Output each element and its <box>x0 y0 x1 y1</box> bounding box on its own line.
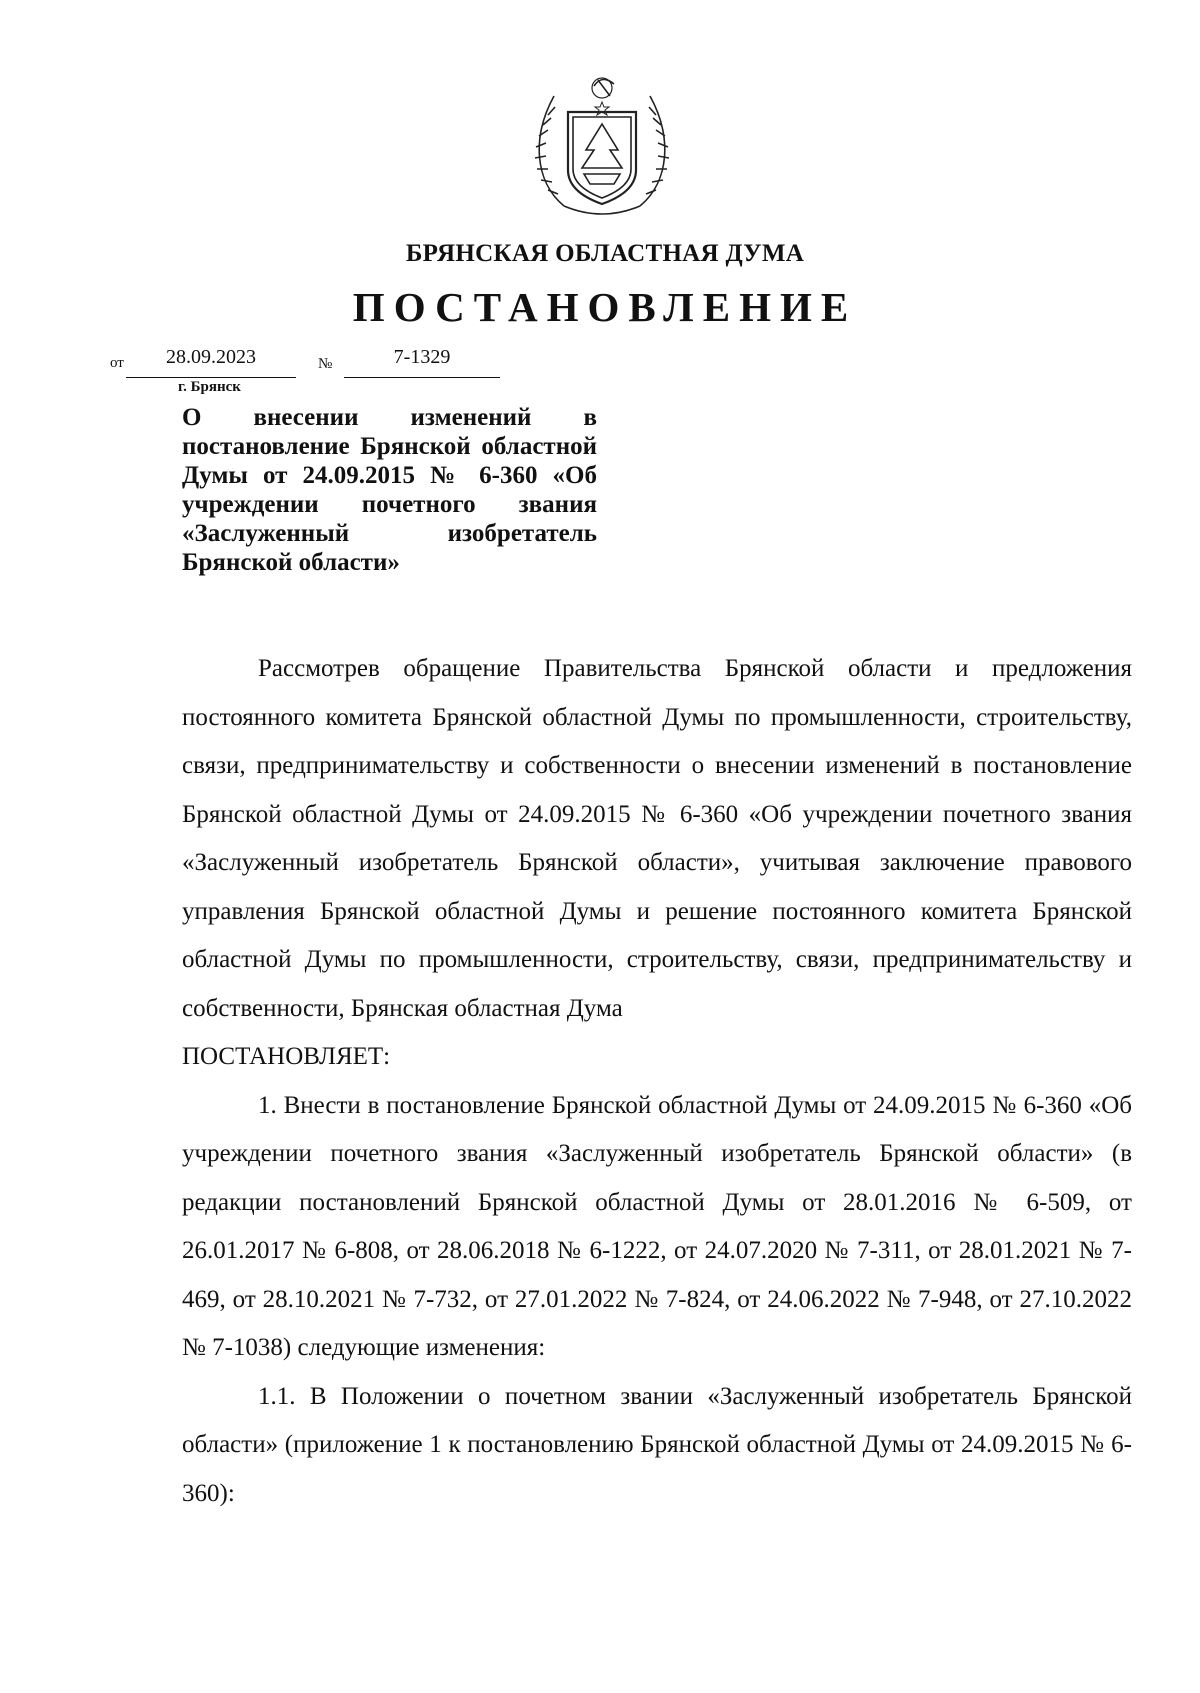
document-date: 28.09.2023 <box>126 346 296 378</box>
document-number: 7-1329 <box>344 346 500 378</box>
resolves-line: ПОСТАНОВЛЯЕТ: <box>182 1043 391 1070</box>
date-label: от <box>110 355 124 371</box>
document-type-title: ПОСТАНОВЛЕНИЕ <box>352 284 858 330</box>
resolution-body <box>182 645 1132 1518</box>
resolution-title: О внесении изменений в постановление Брянской областной Думы от 24.09.2015 № 6-360 «Об учреждении почетного звания «Заслуженный изобретатель Брянской области» <box>182 404 597 576</box>
city-name: г. Брянск <box>178 379 241 395</box>
number-label: № <box>318 356 333 372</box>
organization-name: БРЯНСКАЯ ОБЛАСТНАЯ ДУМА <box>405 240 805 267</box>
item-1-1-paragraph: 1.1. В Положении о почетном звании «Заслуженный изобретатель Брянской области» (приложение 1 к постановлению Брянской областной Думы от 24.09.2015 № 6-360): <box>182 1382 1132 1507</box>
item-1-paragraph: 1. Внести в постановление Брянской областной Думы от 24.09.2015 № 6-360 «Об учреждении почетного звания «Заслуженный изобретатель Брянской области» (в редакции постановлений Брянской областной Думы от 28.01.2016 № 6-509, от 26.01.2017 № 6-808, от 28.06.2018 № 6-1222, от 24.07.2020 № 7-311, от 28.01.2021 № 7-469, от 28.10.2021 № 7-732, от 27.01.2022 № 7-824, от 24.06.2022 № 7-948, от 27.10.2022 № 7-1038) следующие изменения: <box>182 1091 1132 1361</box>
preamble-paragraph: Рассмотрев обращение Правительства Брянской области и предложения постоянного комитета Брянской областной Думы по промышленности, строительству, связи, предпринимательству и собственности о внесении изменений в постановление Брянской областной Думы от 24.09.2015 № 6-360 «Об учреждении почетного звания «Заслуженный изобретатель Брянской области», учитывая заключение правового управления Брянской областной Думы и решение постоянного комитета Брянской областной Думы по промышленности, строительству, связи, предпринимательству и собственности, Брянская областная Дума <box>182 655 1132 1022</box>
coat-of-arms-emblem <box>524 66 680 220</box>
